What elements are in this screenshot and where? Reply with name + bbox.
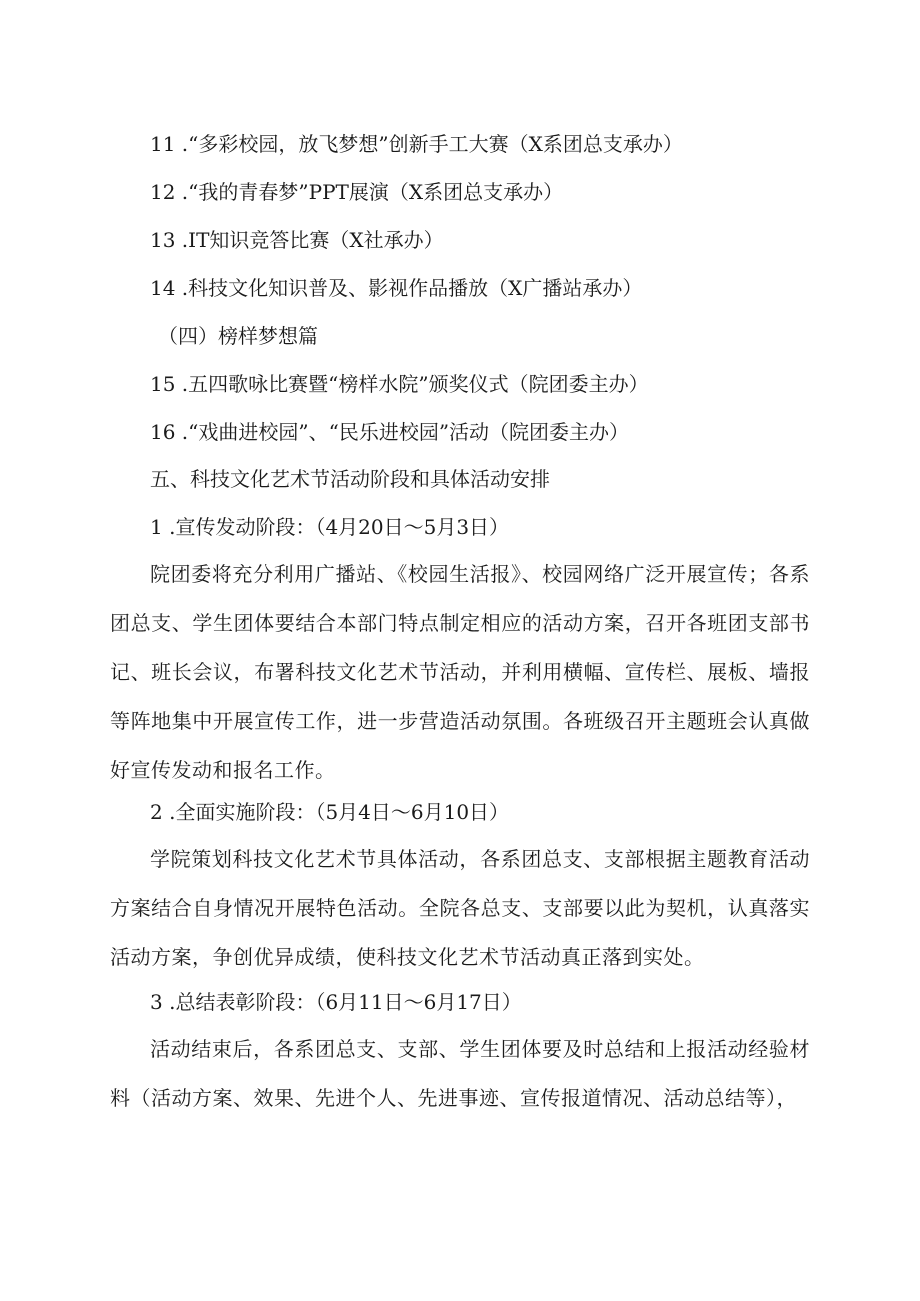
stage-2-title: 2 .全面实施阶段：（5月4日〜6月10日）	[150, 800, 510, 824]
stage-1-title: 1 .宣传发动阶段：（4月20日〜5月3日）	[150, 515, 510, 539]
list-item-11: 11 .“多彩校园，放飞梦想”创新手工大赛（X系团总支承办）	[150, 132, 683, 156]
section-heading-four: （四）榜样梦想篇	[158, 324, 318, 348]
stage-3-title: 3 .总结表彰阶段：（6月11日〜6月17日）	[150, 990, 522, 1014]
section-heading-five: 五、科技文化艺术节活动阶段和具体活动安排	[150, 467, 550, 491]
list-item-12: 12 .“我的青春梦”PPT展演（X系团总支承办）	[150, 180, 564, 204]
list-item-15: 15 .五四歌咏比赛暨“榜样水院”颁奖仪式（院团委主办）	[150, 372, 649, 396]
stage-1-body: 院团委将充分利用广播站、《校园生活报》、校园网络广泛开展宣传；各系团总支、学生团体要结合本部门特点制定相应的活动方案，召开各班团支部书记、班长会议，布署科技文化艺术节活动，并利用横幅、宣传栏、展板、墙报等阵地集中开展宣传工作，进一步营造活动氛围。各班级召开主题班会认真做好宣传发动和报名工作。	[110, 562, 810, 782]
stage-3-body: 活动结束后，各系团总支、支部、学生团体要及时总结和上报活动经验材料（活动方案、效果、先进个人、先进事迹、宣传报道情况、活动总结等），	[110, 1037, 810, 1110]
stage-2-body: 学院策划科技文化艺术节具体活动，各系团总支、支部根据主题教育活动方案结合自身情况开展特色活动。全院各总支、支部要以此为契机，认真落实活动方案，争创优异成绩，使科技文化艺术节活动真正落到实处。	[110, 847, 810, 969]
list-item-13: 13 .IT知识竞答比赛（X社承办）	[150, 228, 444, 252]
list-item-14: 14 .科技文化知识普及、影视作品播放（X广播站承办）	[150, 276, 643, 300]
list-item-16: 16 .“戏曲进校园”、“民乐进校园”活动（院团委主办）	[150, 420, 630, 444]
